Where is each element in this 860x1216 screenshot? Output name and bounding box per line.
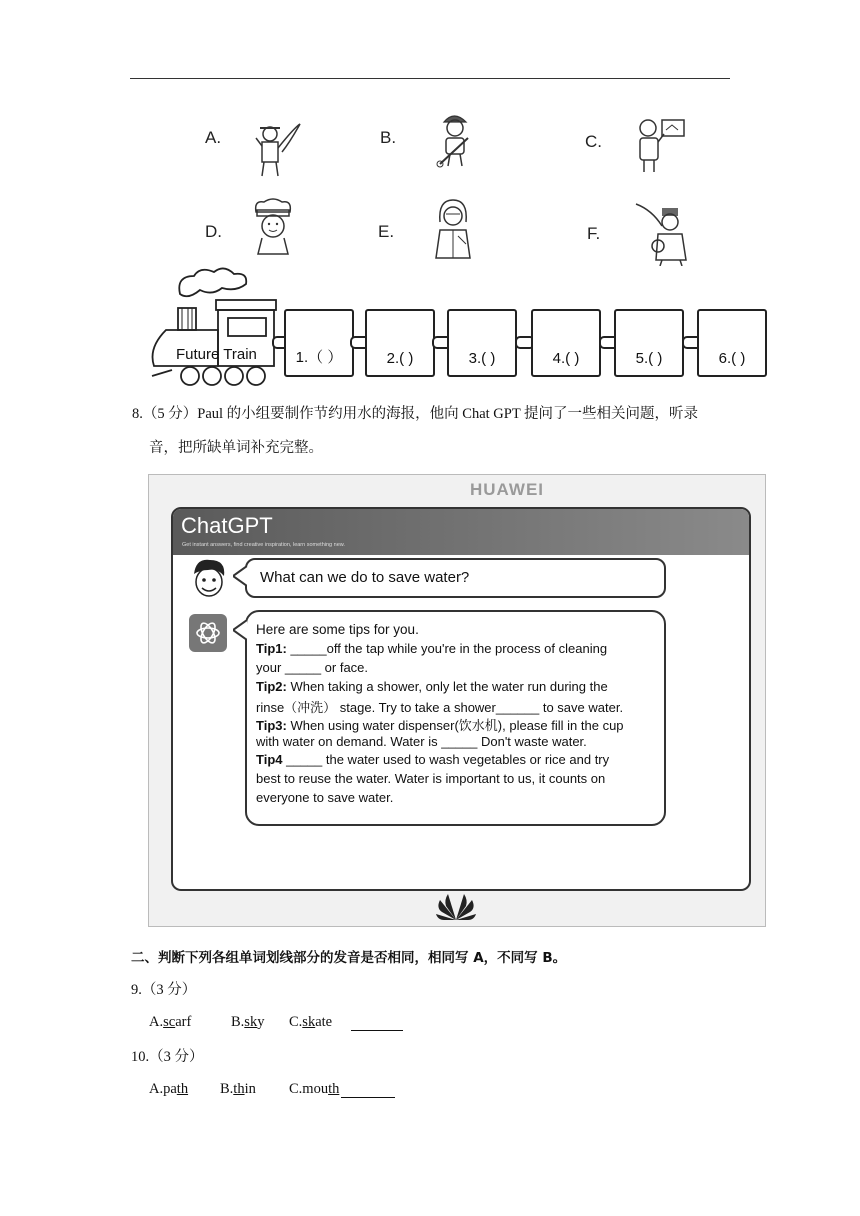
tip-line: everyone to save water. (256, 790, 394, 805)
teacher-figure-icon (632, 116, 688, 174)
chat-header (173, 509, 749, 555)
q10-word-a: A.path (149, 1081, 189, 1097)
train-car (697, 309, 767, 377)
train-car (365, 309, 435, 377)
train-car-label: 1.（ ） (295, 349, 343, 366)
train-car-label: 5.( ) (635, 350, 663, 367)
option-c-letter: C. (585, 132, 602, 151)
app-title: ChatGPT (181, 513, 273, 538)
train-car (614, 309, 684, 377)
question-8-line2: 音，把所缺单词补充完整。 (149, 440, 323, 456)
q10-word-b: B.thin (220, 1081, 256, 1097)
tip-line: Tip1: _____off the tap while you're in the process of cleaning (256, 641, 608, 656)
app-subtitle: Get instant answers, find creative inspiration, learn something new. (182, 542, 345, 548)
bubble-tail-icon (233, 620, 247, 640)
question-8-line1: 8.（5 分）Paul 的小组要制作节约用水的海报，他向 Chat GPT 提问了一些相关问题，听录 (132, 406, 699, 422)
tip-line: with water on demand. Water is _____ Don't waste water. (256, 734, 587, 749)
bubble-tail-icon (233, 566, 247, 586)
user-question-text: What can we do to save water? (260, 569, 470, 586)
section-2-title: 二、判断下列各组单词划线部分的发音是否相同，相同写 A，不同写 B。 (131, 950, 567, 966)
option-a-letter: A. (205, 128, 222, 147)
chatgpt-logo-icon (189, 614, 227, 652)
option-e-letter: E. (378, 222, 395, 241)
train-car-label: 2.( ) (386, 350, 414, 367)
train-car (447, 309, 517, 377)
q10-word-c: C.mouth (289, 1081, 340, 1097)
option-d-letter: D. (205, 222, 222, 241)
train-engine-icon (148, 266, 284, 390)
firefighter-figure-icon (246, 118, 302, 178)
q9-word-c: C.skate (289, 1014, 333, 1030)
worker-figure-icon (430, 108, 480, 170)
doctor-figure-icon (428, 196, 478, 260)
q10-answer-blank[interactable] (341, 1081, 395, 1098)
user-avatar-icon (188, 558, 230, 600)
brand-top-label: HUAWEI (470, 480, 544, 499)
question-9-label: 9.（3 分） (131, 982, 197, 998)
cook-figure-icon (248, 196, 298, 256)
tip-line: your _____ or face. (256, 660, 369, 675)
huawei-logo-icon (436, 890, 476, 922)
q9-word-a: A.scarf (149, 1014, 192, 1030)
train-car (531, 309, 601, 377)
tip-line: Tip2: When taking a shower, only let the water run during the (256, 679, 608, 694)
tip-line: best to reuse the water. Water is important to us, it counts on (256, 771, 606, 786)
user-message-bubble (245, 558, 666, 598)
train-car-label: 3.( ) (468, 350, 496, 367)
fisherman-figure-icon (632, 200, 690, 266)
train-car-label: 4.( ) (552, 350, 580, 367)
q9-word-b: B.sky (231, 1014, 265, 1030)
train-car (284, 309, 354, 377)
question-10-label: 10.（3 分） (131, 1049, 204, 1065)
assistant-intro: Here are some tips for you. (256, 622, 419, 637)
q9-answer-blank[interactable] (351, 1014, 403, 1031)
train-car-label: 6.( ) (718, 350, 746, 367)
tip-line: rinse（冲洗） stage. Try to take a shower______ to save water. (256, 700, 624, 715)
tip-line: Tip4 _____ the water used to wash vegetables or rice and try (256, 752, 610, 767)
header-rule (130, 78, 730, 79)
tip-line: Tip3: When using water dispenser(饮水机), please fill in the cup (256, 718, 624, 733)
train-engine-label: Future Train (176, 346, 257, 363)
option-f-letter: F. (587, 224, 601, 243)
option-b-letter: B. (380, 128, 397, 147)
